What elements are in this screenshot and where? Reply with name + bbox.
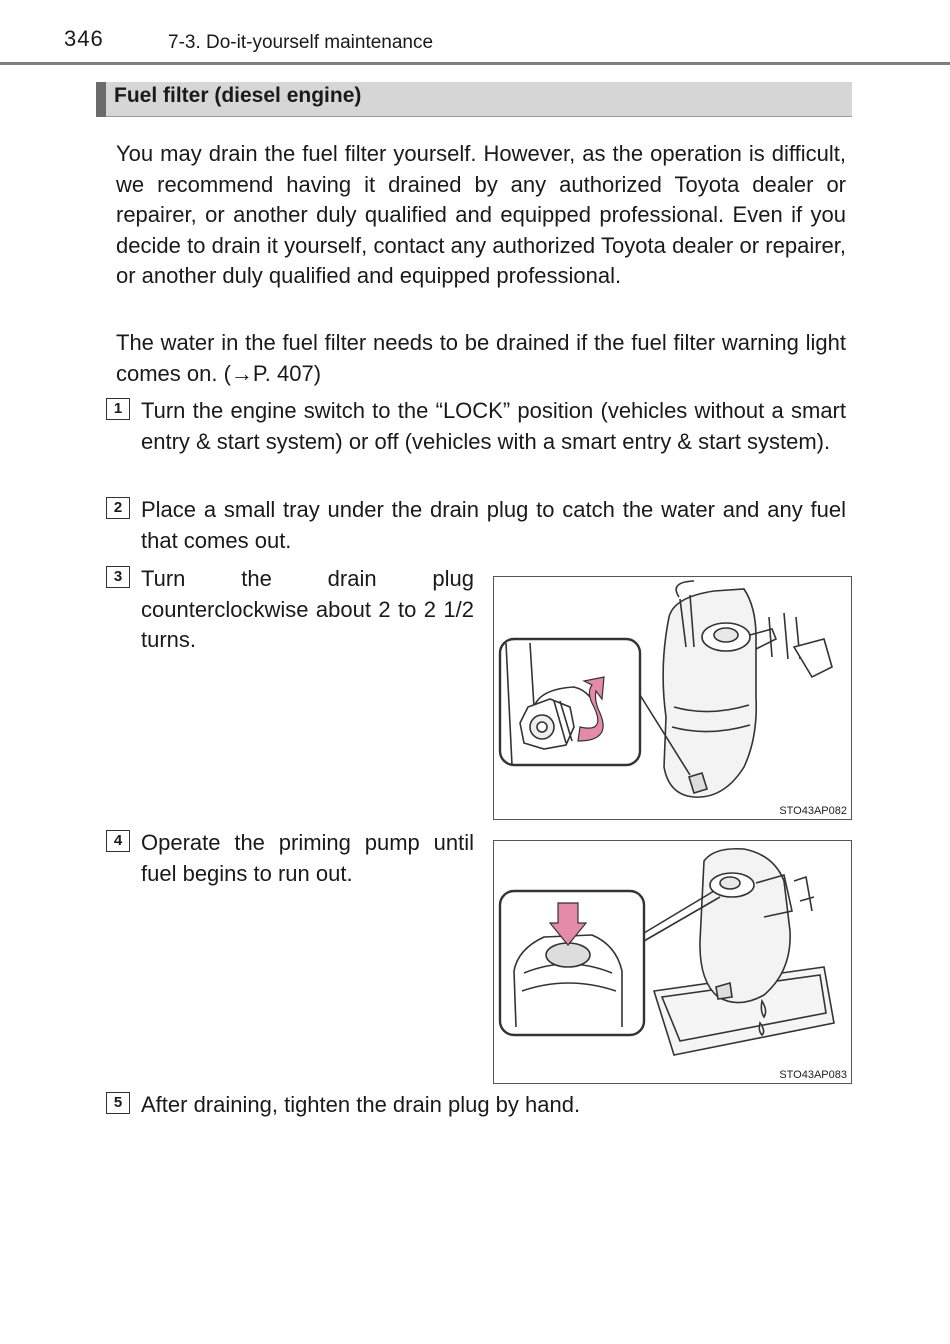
priming-pump-illustration xyxy=(493,840,852,1084)
intro-paragraph-2: The water in the fuel filter needs to be drained if the fuel filter warning light comes on. (→P. 407) xyxy=(116,330,846,386)
heading-marker xyxy=(96,82,106,117)
step-number-4: 4 xyxy=(106,830,130,852)
step-number-5: 5 xyxy=(106,1092,130,1114)
figure-code: STO43AP083 xyxy=(779,1069,847,1081)
step-text-2: Place a small tray under the drain plug to catch the water and any fuel that comes out. xyxy=(141,497,846,553)
section-title: 7-3. Do-it-yourself maintenance xyxy=(168,32,434,53)
step-text-4: Operate the priming pump until fuel begins to run out. xyxy=(141,830,474,886)
step-number-3: 3 xyxy=(106,566,130,588)
priming-pump-drawing xyxy=(494,841,850,1082)
figure-code: STO43AP082 xyxy=(779,805,847,817)
step-text-3: Turn the drain plug counterclockwise about 2 to 2 1/2 turns. xyxy=(141,566,474,652)
page-number: 346 xyxy=(64,26,104,51)
drain-plug-drawing xyxy=(494,577,850,818)
drain-plug-illustration xyxy=(493,576,852,820)
page-header xyxy=(0,0,950,68)
subsection-title: Fuel filter (diesel engine) xyxy=(114,84,362,107)
step-text-1: Turn the engine switch to the “LOCK” position (vehicles without a smart entry & start system) or off (vehicles with a smart entry & start system). xyxy=(141,398,846,454)
step-number-2: 2 xyxy=(106,497,130,519)
header-divider xyxy=(0,62,950,65)
subsection-heading xyxy=(96,82,852,117)
step-text-5: After draining, tighten the drain plug by hand. xyxy=(141,1092,581,1117)
step-number-1: 1 xyxy=(106,398,130,420)
intro-paragraph-1: You may drain the fuel filter yourself. However, as the operation is difficult, we recommend having it drained by any authorized Toyota dealer or repairer, or another duly qualified and equipped professional. Even if you decide to drain it yourself, contact any authorized Toyota dealer or repairer, or another duly qualified and equipped professional. xyxy=(116,141,846,288)
